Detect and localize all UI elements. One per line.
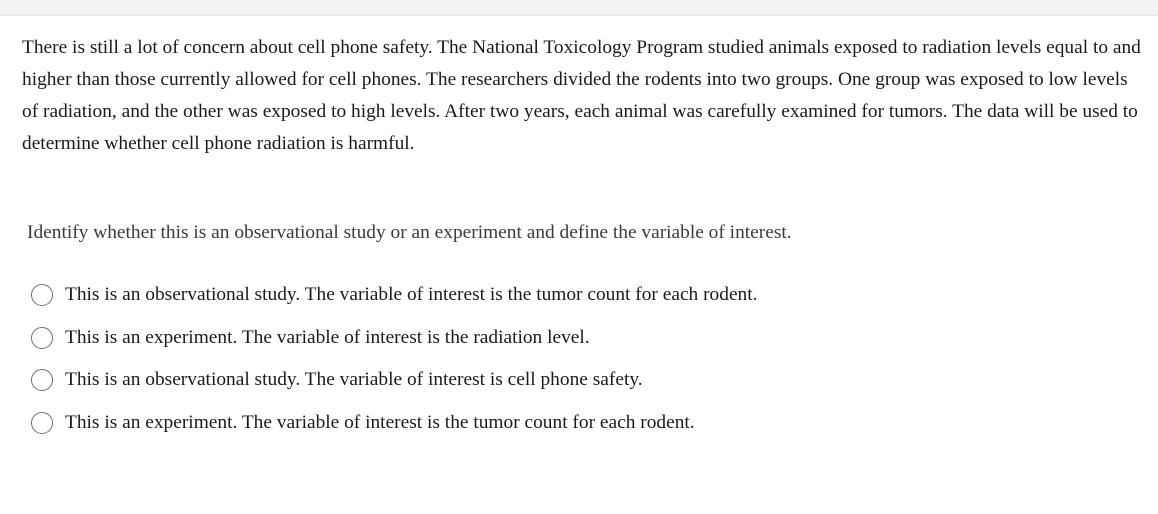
- radio-button[interactable]: [31, 327, 53, 349]
- top-bar: [0, 0, 1158, 16]
- answer-option-label: This is an observational study. The variable of interest is the tumor count for each rodent.: [65, 284, 758, 306]
- answer-option-label: This is an experiment. The variable of interest is the tumor count for each rodent.: [65, 412, 695, 434]
- question-passage: There is still a lot of concern about cell phone safety. The National Toxicology Program studied animals exposed to radiation levels equal to and higher than those currently allowed for cell phones. The researchers divided the rodents into two groups. One group was exposed to low levels of radiation, and the other was exposed to high levels. After two years, each animal was carefully examined for tumors. The data will be used to determine whether cell phone radiation is harmful.: [22, 37, 1141, 154]
- radio-button[interactable]: [31, 412, 53, 434]
- answer-option-3[interactable]: [31, 359, 1131, 402]
- answer-options: [31, 274, 1131, 444]
- radio-button[interactable]: [31, 369, 53, 391]
- answer-option-1[interactable]: [31, 274, 1131, 317]
- answer-option-4[interactable]: [31, 402, 1131, 445]
- answer-option-label: This is an observational study. The variable of interest is cell phone safety.: [65, 369, 643, 391]
- radio-button[interactable]: [31, 284, 53, 306]
- answer-option-2[interactable]: [31, 317, 1131, 360]
- answer-option-label: This is an experiment. The variable of interest is the radiation level.: [65, 326, 590, 348]
- question-prompt: Identify whether this is an observational study or an experiment and define the variable of interest.: [27, 222, 792, 243]
